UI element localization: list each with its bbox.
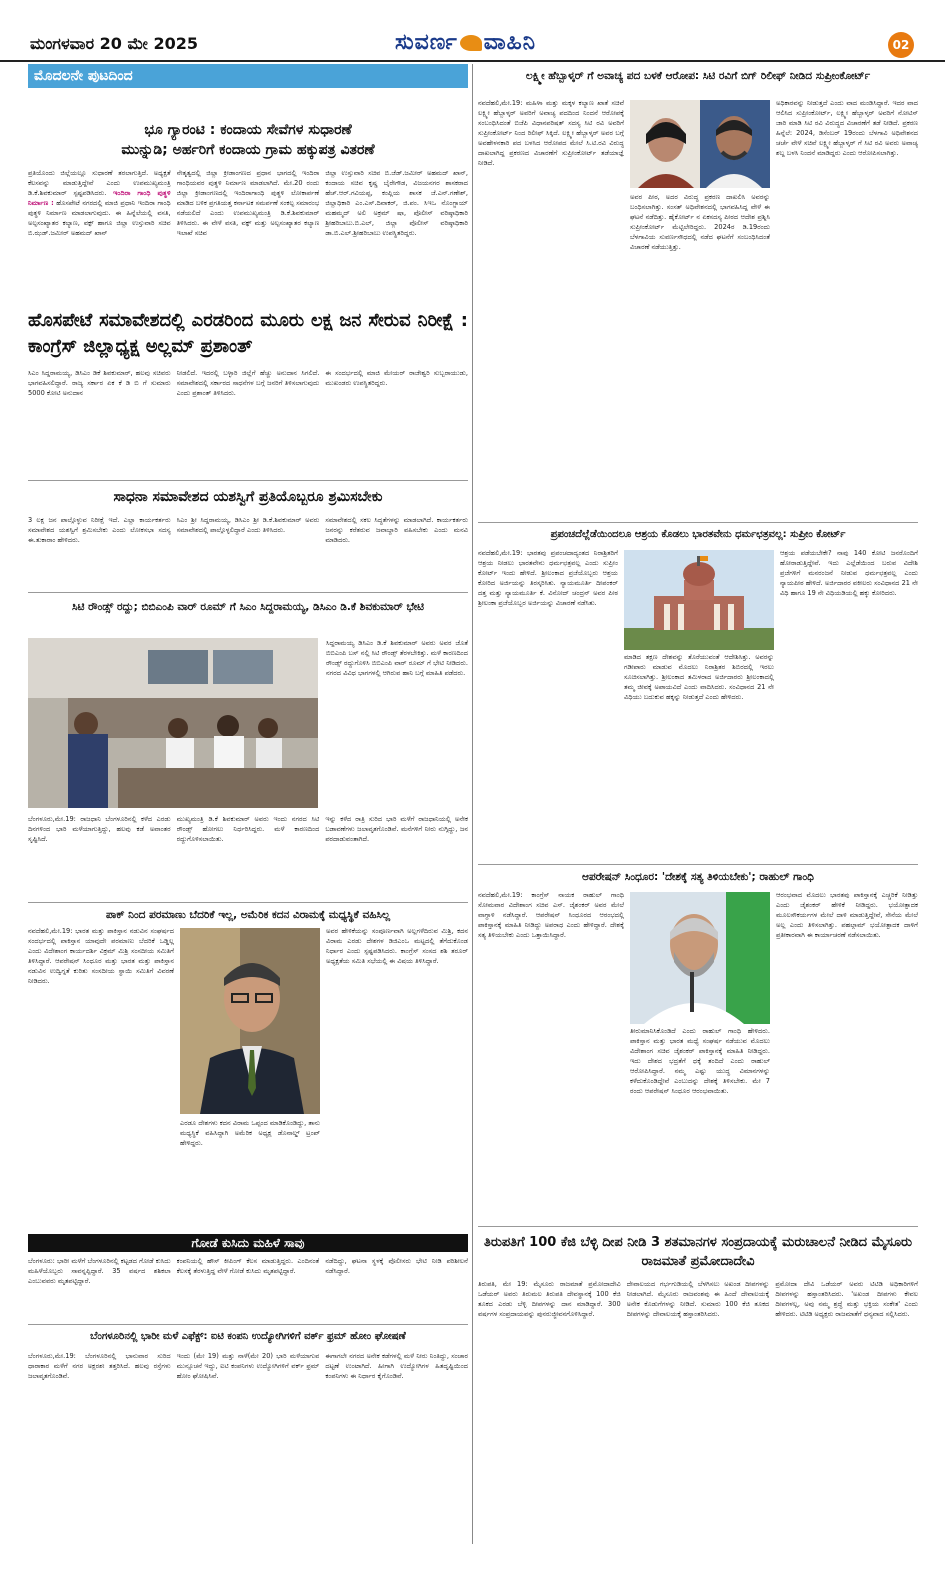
story-sadhana-rally	[28, 480, 468, 583]
story-text-col3: ಈಗಾಗಲೇ ನಗರದ ಅನೇಕ ಕಡೆಗಳಲ್ಲಿ ಮಳೆ ನೀರು ನಿಂತಿದ್ದು, ಸಂಚಾರ ದಟ್ಟಣೆ ಉಂಟಾಗಿದೆ. ಹೀಗಾಗಿ ಉದ್ಯೋಗಿಗಳ ಹಿತದೃಷ್ಟಿಯಿಂದ ಕಂಪನಿಗಳು ಈ ನಿರ್ಧಾರ ಕೈಗೊಂಡಿವೆ.	[325, 1352, 468, 1380]
left-column	[28, 64, 468, 1564]
story-text-col2: ಸಿಎಂ ಶ್ರೀ ಸಿದ್ದರಾಮಯ್ಯ, ಡಿಸಿಎಂ ಶ್ರೀ ಡಿ.ಕೆ.ಶಿವಕುಮಾರ್ ಅವರು ಸಮಾವೇಶದಲ್ಲಿ ಪಾಲ್ಗೊಳ್ಳಲಿದ್ದಾರೆ ಎಂದು ತಿಳಿಸಿದರು.	[176, 516, 320, 534]
story-text-col2: ಅವರ ಪೀಠ, ಅದರ ವಿರುದ್ಧ ಪ್ರಕರಣ ದಾಖಲಿಸಿ ಅವರನ್ನು ಬಂಧಿಸಲಾಗಿತ್ತು. ಸಂಸತ್ ಅಧಿವೇಶನದಲ್ಲಿ ಭಾಗವಹಿಸಿದ್ದ ವೇಳೆ ಈ ಘಟನೆ ನಡೆದಿತ್ತು. ಹೈಕೋರ್ಟ್ ನ ಏಕಸದಸ್ಯ ಪೀಠದ ಆದೇಶ ಪ್ರಶ್ನಿಸಿ ಸುಪ್ರೀಂಕೋರ್ಟ್ ಮೆಟ್ಟಿಲೇರಿದ್ದರು. 2024ರ ಡಿ.19ರಂದು ಬೆಳಗಾವಿಯ ಸುವರ್ಣಸೌಧದಲ್ಲಿ ನಡೆದ ಘಟನೆಗೆ ಸಂಬಂಧಿಸಿದಂತೆ ವಿಚಾರಣೆ ನಡೆಯುತ್ತಿತ್ತು.	[630, 193, 770, 251]
divider	[478, 522, 918, 523]
page-number-badge: 02	[888, 32, 914, 58]
story-subheadline: ಮುನ್ನುಡಿ; ಅರ್ಹರಿಗೆ ಕಂದಾಯ ಗ್ರಾಮ ಹಕ್ಕುಪತ್ರ ವಿತರಣೆ	[121, 142, 375, 158]
photo-caption: ಮಾಡಿದ ತಕ್ಷಣ ದೇಶವನ್ನು ತೊರೆಯುವಂತೆ ಆದೇಶಿಸಿತ್ತು.	[624, 653, 751, 661]
story-text: ಹೊಸಪೇಟೆ ನಗರದಲ್ಲಿ ಮಾಜಿ ಪ್ರಧಾನಿ ಇಂದಿರಾ ಗಾಂಧಿ ಪುತ್ಥಳಿ ನಿರ್ಮಾಣ ಮಾಡಲಾಗುವುದು. ಈ ಹಿನ್ನೆಲೆಯಲ್ಲಿ ವಸತಿ, ಅಲ್ಪಸಂಖ್ಯಾತರ ಕಲ್ಯಾಣ, ವಕ್ಫ್ ಹಾಗೂ ಜಿಲ್ಲಾ ಉಸ್ತುವಾರಿ ಸಚಿವ ಬಿ.ಝಡ್.ಜಮೀರ್ ಅಹಮದ್ ಖಾನ್	[28, 199, 171, 237]
story-text-col2: ಕಂಪನಿಯಲ್ಲಿ ಹೌಸ್ ಕೀಪಿಂಗ್ ಕೆಲಸ ಮಾಡುತ್ತಿದ್ದರು. ಎಂದಿನಂತೆ ಕೆಲಸಕ್ಕೆ ತೆರಳುತ್ತಿದ್ದ ವೇಳೆ ಗೋಡೆ ಕುಸಿದು ಮೃತಪಟ್ಟಿದ್ದಾರೆ.	[176, 1257, 320, 1275]
story-headline: ಭೂ ಗ್ಯಾರಂಟಿ : ಕಂದಾಯ ಸೇವೆಗಳ ಸುಧಾರಣೆ	[144, 122, 352, 138]
story-text-col2: ನೇತೃತ್ವದಲ್ಲಿ ಜಿಲ್ಲಾ ಕ್ರೀಡಾಂಗಣದ ಪ್ರಧಾನ ಭಾಗದಲ್ಲಿ ಇಂದಿರಾ ಗಾಂಧಿಯವರ ಪುತ್ಥಳಿ ನಿರ್ಮಾಣ ಮಾಡಲಾಗಿದೆ. ಮೇ.20 ರಂದು ಜಿಲ್ಲಾ ಕ್ರೀಡಾಂಗಣದಲ್ಲಿ ಇಂದಿರಾಗಾಂಧಿ ಪುತ್ಥಳಿ ಲೋಕಾರ್ಪಣೆ ಮಾಡಿದ ಬಳಿಕ ಪ್ರಗತಿಯತ್ತ ಕರ್ನಾಟಕ ಸಮರ್ಪಣೆ ಸಂಕಲ್ಪ ಸಮಾರಂಭ ನಡೆಯಲಿದೆ ಎಂದು ಉಪಮುಖ್ಯಮಂತ್ರಿ ಡಿ.ಕೆ.ಶಿವಕುಮಾರ್ ತಿಳಿಸಿದರು. ಈ ವೇಳೆ ವಸತಿ, ವಕ್ಫ್ ಮತ್ತು ಅಲ್ಪಸಂಖ್ಯಾತರ ಕಲ್ಯಾಣ ಇಲಾಖೆ ಸಚಿವ	[176, 169, 320, 237]
story-text-col1: ಸಿಎಂ ಸಿದ್ದರಾಮಯ್ಯ, ಡಿಸಿಎಂ ಡಿಕೆ ಶಿವಕುಮಾರ್, ಹಲವು ಸಚಿವರು ಭಾಗವಹಿಸಲಿದ್ದಾರೆ. ರಾಜ್ಯ ಸರ್ಕಾರ ಏಕ ಕೆ ಡಿ ಬಿ ಗೆ ಸುಮಾರು 5000 ಕೋಟಿ ಅನುದಾನ	[28, 369, 171, 397]
story-text-col3: ಜಿಲ್ಲಾ ಉಸ್ತುವಾರಿ ಸಚಿವ ಬಿ.ಜೆಡ್.ಜಮೀರ್ ಅಹಮದ್ ಖಾನ್, ಕಂದಾಯ ಸಚಿವ ಕೃಷ್ಣ ಬೈರೇಗೌಡ, ವಿಜಯನಗರ ಶಾಸಕರಾದ ಹೆಚ್.ಆರ್.ಗವಿಯಪ್ಪ, ಕಂಪ್ಲಿಯ ಶಾಸಕ ಜೆ.ಎನ್.ಗಣೇಶ್, ಜಿಲ್ಲಾಧಿಕಾರಿ ಎಂ.ಎಸ್.ದಿವಾಕರ್, ಜಿ.ಪಂ. ಸಿಇಒ ನೊಂಗ್ಜಾಯ್ ಮಹಮ್ಮದ್ ಅಲಿ ಅಕ್ರಮ್ ಷಾ, ಪೊಲೀಸ್ ವರಿಷ್ಠಾಧಿಕಾರಿ ಶ್ರೀಹರಿಬಾಬು.ಬಿ.ಎಲ್, ಜಿಲ್ಲಾ ಪೊಲೀಸ್ ವರಿಷ್ಠಾಧಿಕಾರಿ ಡಾ.ಬಿ.ಎಲ್.ಶ್ರೀಹರಿಬಾಬು ಉಪಸ್ಥಿತರಿದ್ದರು.	[325, 169, 468, 237]
story-headline: ಪ್ರಪಂಚದೆಲ್ಲೆಡೆಯಿಂದಲೂ ಆಶ್ರಯ ಕೊಡಲು ಭಾರತವೇನು ಧರ್ಮಛತ್ರವಲ್ಲ: ಸುಪ್ರೀಂ ಕೋರ್ಟ್	[550, 529, 846, 540]
story-text-col1: ನವದೆಹಲಿ,ಮೇ.19: ಭಾರತವು ಪ್ರಪಂಚದಾದ್ಯಂತದ ನಿರಾಶ್ರಿತರಿಗೆ ಆಶ್ರಯ ನೀಡಲು ಭಾರತವೇನು ಧರ್ಮಛತ್ರವಲ್ಲ ಎಂದು ಸುಪ್ರೀಂ ಕೋರ್ಟ್ ಇಂದು ಹೇಳಿದೆ. ಶ್ರೀಲಂಕಾದ ಪ್ರಜೆಯೊಬ್ಬರು ಆಶ್ರಯ ಕೋರಿದ ಅರ್ಜಿಯನ್ನು ತಿರಸ್ಕರಿಸಿತು. ನ್ಯಾಯಮೂರ್ತಿ ದೀಪಂಕರ್ ದತ್ತ ಮತ್ತು ನ್ಯಾಯಮೂರ್ತಿ ಕೆ. ವಿನೋದ್ ಚಂದ್ರನ್ ಅವರ ಪೀಠ ಶ್ರೀಲಂಕಾ ಪ್ರಜೆಯೊಬ್ಬರ ಅರ್ಜಿಯನ್ನು ವಿಚಾರಣೆ ನಡೆಸಿತು.	[478, 549, 618, 607]
story-tirupati-lamp	[478, 1226, 918, 1459]
story-text-col3: ಸಮಾವೇಶದಲ್ಲಿ ಸಕಲ ಸಿದ್ಧತೆಗಳನ್ನು ಮಾಡಲಾಗಿದೆ. ಕಾರ್ಯಕರ್ತರು ಜನರನ್ನು ಕರೆತರುವ ಜವಾಬ್ದಾರಿ ವಹಿಸಬೇಕು ಎಂದು ಮನವಿ ಮಾಡಿದರು.	[325, 516, 468, 544]
divider	[28, 592, 468, 593]
story-text-col1: ಬೆಂಗಳೂರು: ಭಾರೀ ಮಳೆಗೆ ಬೆಂಗಳೂರಿನಲ್ಲಿ ಕಟ್ಟಡದ ಗೋಡೆ ಕುಸಿದು ಮಹಿಳೆಯೊಬ್ಬರು ಸಾವನ್ನಪ್ಪಿದ್ದಾರೆ. 35 ವರ್ಷದ ಶಶಿಕಲಾ ಎಂಬುವವರು ಮೃತಪಟ್ಟಿದ್ದಾರೆ.	[28, 1257, 171, 1285]
story-supreme-court-refugee	[478, 522, 918, 543]
photo-caption: ತೀರುಮಾನಿಸಿಕೊಂಡಿದೆ ಎಂದು ರಾಹುಲ್ ಗಾಂಧಿ ಹೇಳಿದರು.	[630, 1027, 770, 1035]
newspaper-logo	[395, 30, 536, 55]
divider	[28, 902, 468, 903]
story-city-rounds	[28, 592, 468, 615]
supreme-court-photo	[624, 550, 774, 650]
story-text: ಪಾಕಿಸ್ತಾನ ಮತ್ತು ಭಾರತ ಮಧ್ಯೆ ಸಂಘರ್ಷ ನಡೆಯುವ ಮೊದಲು ವಿದೇಶಾಂಗ ಸಚಿವ ಜೈಶಂಕರ್ ಪಾಕಿಸ್ತಾನಕ್ಕೆ ಮಾಹಿತಿ ನೀಡಿದ್ದರು. ಇದು ದೇಶದ ಭದ್ರತೆಗೆ ಧಕ್ಕೆ ತಂದಿದೆ ಎಂದು ರಾಹುಲ್ ಆರೋಪಿಸಿದ್ದಾರೆ. ನಮ್ಮ ಎಷ್ಟು ಯುದ್ಧ ವಿಮಾನಗಳನ್ನು ಕಳೆದುಕೊಂಡಿದ್ದೇವೆ ಎಂಬುದನ್ನು ದೇಶಕ್ಕೆ ತಿಳಿಸಬೇಕು. ಮೇ 7 ರಂದು ಆಪರೇಷನ್ ಸಿಂಧೂರ ಆರಂಭವಾಯಿತು.	[630, 1037, 770, 1095]
story-text-col3: ಇನ್ನು ಕಳೆದ ರಾತ್ರಿ ಸುರಿದ ಭಾರಿ ಮಳೆಗೆ ರಾಜಧಾನಿಯಲ್ಲಿ ಅನೇಕ ಬಡಾವಣೆಗಳು ಜಲಾವೃತಗೊಂಡಿವೆ. ಮನೆಗಳಿಗೆ ನೀರು ನುಗ್ಗಿದ್ದು, ಜನ ಪರದಾಡುವಂತಾಗಿದೆ.	[325, 815, 468, 843]
story-text-col1: ನವದೆಹಲಿ,ಮೇ.19: ಕಾಂಗ್ರೆಸ್ ನಾಯಕ ರಾಹುಲ್ ಗಾಂಧಿ ಸೋಮವಾರ ವಿದೇಶಾಂಗ ಸಚಿವ ಎಸ್. ಜೈಶಂಕರ್ ಅವರ ಮೇಲೆ ವಾಗ್ದಾಳಿ ನಡೆಸಿದ್ದಾರೆ. ಆಪರೇಷನ್ ಸಿಂಧೂರದ ಆರಂಭದಲ್ಲಿ ಪಾಕಿಸ್ತಾನಕ್ಕೆ ಮಾಹಿತಿ ನೀಡಿದ್ದು ಅಪರಾಧ ಎಂದು ಹೇಳಿದ್ದಾರೆ. ದೇಶಕ್ಕೆ ಸತ್ಯ ತಿಳಿಯಬೇಕು ಎಂದು ಒತ್ತಾಯಿಸಿದ್ದಾರೆ.	[478, 891, 624, 939]
story-text-col1: 3 ಲಕ್ಷ ಜನ ಪಾಲ್ಗೊಳ್ಳುವ ನಿರೀಕ್ಷೆ ಇದೆ. ಎಲ್ಲಾ ಕಾರ್ಯಕರ್ತರು ಸಮಾವೇಶದ ಯಶಸ್ವಿಗೆ ಶ್ರಮಿಸಬೇಕು ಎಂದು ಲೋಕಸಭಾ ಸದಸ್ಯ ಈ.ತುಕಾರಾಂ ಹೇಳಿದರು.	[28, 516, 171, 544]
story-text-col1: ನವದೆಹಲಿ,ಮೇ.19: ಮಹಿಳಾ ಮತ್ತು ಮಕ್ಕಳ ಕಲ್ಯಾಣ ಖಾತೆ ಸಚಿವೆ ಲಕ್ಷ್ಮೀ ಹೆಬ್ಬಾಳ್ಕರ್ ಅವರಿಗೆ ಅವಾಚ್ಯ ಪದದಿಂದ ನಿಂದನೆ ಆರೋಪಕ್ಕೆ ಸಂಬಂಧಿಸಿದಂತೆ ಬಿಜೆಪಿ ವಿಧಾನಪರಿಷತ್ ಸದಸ್ಯ ಸಿಟಿ ರವಿ ಅವರಿಗೆ ಸುಪ್ರೀಂಕೋರ್ಟ್ ನಿಂದ ರಿಲೀಫ್ ಸಿಕ್ಕಿದೆ. ಲಕ್ಷ್ಮೀ ಹೆಬ್ಬಾಳ್ಕರ್ ಅವರ ಬಗ್ಗೆ ಅವಹೇಳನಕಾರಿ ಪದ ಬಳಸಿದ ಆರೋಪದ ಮೇಲೆ ಸಿ.ಟಿ.ರವಿ ವಿರುದ್ಧ ದಾಖಲಾಗಿದ್ದ ಪ್ರಕರಣದ ವಿಚಾರಣೆಗೆ ಸುಪ್ರೀಂಕೋರ್ಟ್ ತಡೆಯಾಜ್ಞೆ ನೀಡಿದೆ.	[478, 99, 624, 167]
story-headline: ಸಾಧನಾ ಸಮಾವೇಶದ ಯಶಸ್ವಿಗೆ ಪ್ರತಿಯೊಬ್ಬರೂ ಶ್ರಮಿಸಬೇಕು	[113, 489, 383, 505]
story-text-col2	[624, 652, 774, 848]
story-headline: ತಿರುಪತಿಗೆ 100 ಕೆಜಿ ಬೆಳ್ಳಿ ದೀಪ ನೀಡಿ 3 ಶತಮಾನಗಳ ಸಂಪ್ರದಾಯಕ್ಕೆ ಮರುಚಾಲನೆ ನೀಡಿದ ಮೈಸೂರು ರಾಜಮಾತೆ ಪ್ರಮೋದಾದೇವಿ	[483, 1235, 913, 1269]
story-wall-collapse	[28, 1234, 468, 1314]
story-text-col1: ಬೆಂಗಳೂರು,ಮೇ.19: ಬೆಂಗಳೂರಿನಲ್ಲಿ ಭಾನುವಾರ ಸುರಿದ ಧಾರಾಕಾರ ಮಳೆಗೆ ನಗರ ಅಕ್ಷರಶಃ ತತ್ತರಿಸಿದೆ. ಹಲವು ರಸ್ತೆಗಳು ಜಲಾವೃತಗೊಂಡಿವೆ.	[28, 1352, 171, 1380]
story-text-col1	[28, 168, 171, 254]
story-text-col1: ಬೆಂಗಳೂರು,ಮೇ.19: ರಾಜಧಾನಿ ಬೆಂಗಳೂರಿನಲ್ಲಿ ಕಳೆದ ಎರಡು ದಿನಗಳಿಂದ ಭಾರಿ ಮಳೆಯಾಗುತ್ತಿದ್ದು, ಹಲವು ಕಡೆ ಅವಾಂತರ ಸೃಷ್ಟಿಸಿದೆ.	[28, 815, 171, 843]
section-title: ಮೊದಲನೇ ಪುಟದಿಂದ	[28, 64, 468, 88]
inline-subhead: ಇಂದಿರಾ ಗಾಂಧಿ ಪುತ್ಥಳಿ ನಿರ್ಮಾಣ :	[28, 189, 171, 207]
issue-date: ಮಂಗಳವಾರ 20 ಮೇ 2025	[30, 34, 199, 53]
story-headline-band: ಗೋಡೆ ಕುಸಿದು ಮಹಿಳೆ ಸಾವು	[28, 1234, 468, 1252]
story-text-col1: ತಿರುಪತಿ, ಮೇ 19: ಮೈಸೂರು ರಾಜಮಾತೆ ಪ್ರಮೋದಾದೇವಿ ಒಡೆಯರ್ ಅವರು ತಿರುಮಲ ತಿರುಪತಿ ದೇವಸ್ಥಾನಕ್ಕೆ 100 ಕೆಜಿ ತೂಕದ ಎರಡು ಬೆಳ್ಳಿ ದೀಪಗಳನ್ನು ದಾನ ಮಾಡಿದ್ದಾರೆ. 300 ವರ್ಷಗಳ ಸಂಪ್ರದಾಯವನ್ನು ಪುನರುಜ್ಜೀವನಗೊಳಿಸಿದ್ದಾರೆ.	[478, 1280, 621, 1318]
story-hospet-rally	[28, 308, 468, 432]
photo-caption: ಎರಡೂ ದೇಶಗಳು ಕದನ ವಿರಾಮ ಒಪ್ಪಂದ ಮಾಡಿಕೊಂಡಿದ್ದು, ತಾನು ಮಧ್ಯಸ್ಥಿಕೆ ವಹಿಸಿದ್ದಾಗಿ ಅಮೆರಿಕ ಅಧ್ಯಕ್ಷ ಡೊನಾಲ್ಡ್ ಟ್ರಂಪ್ ಹೇಳಿದ್ದರು.	[180, 1119, 320, 1147]
story-text-col1: ನವದೆಹಲಿ,ಮೇ.19: ಭಾರತ ಮತ್ತು ಪಾಕಿಸ್ತಾನ ನಡುವಿನ ಸಂಘರ್ಷದ ಸಂದರ್ಭದಲ್ಲಿ ಪಾಕಿಸ್ತಾನ ಯಾವುದೇ ಪರಮಾಣು ಬೆದರಿಕೆ ಒಡ್ಡಿಲ್ಲ ಎಂದು ವಿದೇಶಾಂಗ ಕಾರ್ಯದರ್ಶಿ ವಿಕ್ರಮ್ ಮಿಶ್ರಿ ಸಂಸದೀಯ ಸಮಿತಿಗೆ ತಿಳಿಸಿದ್ದಾರೆ. ಆಪರೇಷನ್ ಸಿಂಧೂರ ಮತ್ತು ಭಾರತ ಮತ್ತು ಪಾಕಿಸ್ತಾನ ನಡುವಿನ ಉದ್ವಿಗ್ನತೆ ಕುರಿತು ಸಂಸದೀಯ ಸ್ಥಾಯಿ ಸಮಿತಿಗೆ ವಿವರಣೆ ನೀಡಿದರು.	[28, 927, 174, 985]
logo-text-part1: ಸುವರ್ಣ	[395, 30, 458, 55]
story-headline: ಬೆಂಗಳೂರಿನಲ್ಲಿ ಭಾರೀ ಮಳೆ ಎಫೆಕ್ಟ್: ಐಟಿ ಕಂಪನಿ ಉದ್ಯೋಗಿಗಳಿಗೆ ವರ್ಕ್ ಫ್ರಮ್ ಹೋಂ ಘೋಷಣೆ	[90, 1331, 406, 1342]
story-operation-sindoor	[478, 864, 918, 885]
right-column	[478, 64, 918, 1564]
divider	[28, 480, 468, 481]
story-work-from-home	[28, 1324, 468, 1481]
story-text-col2: ನೀಡಲಿದೆ. ಇದರಲ್ಲಿ ಬಳ್ಳಾರಿ ಜಿಲ್ಲೆಗೆ ಹೆಚ್ಚು ಅನುದಾನ ಸಿಗಲಿದೆ. ಸಮಾವೇಶದಲ್ಲಿ ಸರ್ಕಾರದ ಸಾಧನೆಗಳ ಬಗ್ಗೆ ಜನರಿಗೆ ತಿಳಿಸಲಾಗುವುದು ಎಂದು ಪ್ರಶಾಂತ್ ತಿಳಿಸಿದರು.	[176, 369, 320, 397]
politicians-photo	[630, 100, 770, 188]
story-sidebar-text: ಸಿದ್ದರಾಮಯ್ಯ ಡಿಸಿಎಂ ಡಿ.ಕೆ ಶಿವಕುಮಾರ್ ಅವರು ಅವರ ಜೊತೆ ಬಿಬಿಎಂಪಿ ಬಸ್ ನಲ್ಲಿ ಸಿಟಿ ರೌಂಡ್ಸ್ ತೆರಳಬೇಕಿತ್ತು. ಮಳೆ ಕಾರಣದಿಂದ ರೌಂಡ್ಸ್ ರದ್ದುಗೊಳಿಸಿ ಬಿಬಿಎಂಪಿ ವಾರ್ ರೂಮ್ ಗೆ ಭೇಟಿ ನೀಡಿದರು. ನಗರದ ವಿವಿಧ ಭಾಗಗಳಲ್ಲಿ ಆಗಿರುವ ಹಾನಿ ಬಗ್ಗೆ ಮಾಹಿತಿ ಪಡೆದರು.	[326, 639, 468, 677]
story-text-col2: ಮುಖ್ಯಮಂತ್ರಿ ಡಿ.ಕೆ ಶಿವಕುಮಾರ್ ಅವರು ಇಂದು ನಗರದ ಸಿಟಿ ರೌಂಡ್ಸ್ ಹೋಗಲು ನಿರ್ಧರಿಸಿದ್ದರು. ಮಳೆ ಕಾರಣದಿಂದ ರದ್ದುಗೊಳಿಸಲಾಯಿತು.	[176, 815, 320, 843]
story-text-col3: ಅವರ ಹೇಳಿಕೆಯನ್ನು ಸಂಪೂರ್ಣವಾಗಿ ಅಲ್ಲಗಳೆದಿರುವ ಮಿಶ್ರಿ, ಕದನ ವಿರಾಮ ಎರಡು ದೇಶಗಳ ಡಿಜಿಎಂಒ ಮಟ್ಟದಲ್ಲಿ ತೆಗೆದುಕೊಂಡ ನಿರ್ಧಾರ ಎಂದು ಸ್ಪಷ್ಟಪಡಿಸಿದರು. ಕಾಂಗ್ರೆಸ್ ಸಂಸದ ಶಶಿ ತರೂರ್ ಅಧ್ಯಕ್ಷತೆಯ ಸಮಿತಿ ಸಭೆಯಲ್ಲಿ ಈ ವಿಷಯ ತಿಳಿಸಿದ್ದಾರೆ.	[326, 927, 468, 965]
divider	[28, 1324, 468, 1325]
masthead	[0, 0, 945, 62]
flame-icon	[460, 35, 482, 51]
story-pak-nuclear	[28, 902, 468, 923]
story-text: ಅವರನ್ನು ಗಡೀಪಾರು ಮಾಡುವ ಮೊದಲು ನಿರಾಶ್ರಿತರ ಶಿಬಿರದಲ್ಲಿ ಇರಲು ಸೂಚಿಸಲಾಗಿತ್ತು. ಶ್ರೀಲಂಕಾದ ತಮಿಳರಾದ ಅರ್ಜಿದಾರರು ಶ್ರೀಲಂಕಾದಲ್ಲಿ ತಮ್ಮ ಜೀವಕ್ಕೆ ಅಪಾಯವಿದೆ ಎಂದು ವಾದಿಸಿದರು. ಸಂವಿಧಾನದ 21 ನೇ ವಿಧಿಯು ಬದುಕುವ ಹಕ್ಕನ್ನು ನೀಡುತ್ತದೆ ಎಂದು ಹೇಳಿದರು.	[624, 653, 774, 701]
story-headline: ಪಾಕ್ ನಿಂದ ಪರಮಾಣು ಬೆದರಿಕೆ ಇಲ್ಲ, ಅಮೆರಿಕ ಕದನ ವಿರಾಮಕ್ಕೆ ಮಧ್ಯಸ್ಥಿಕೆ ವಹಿಸಿಲ್ಲ	[105, 909, 391, 921]
story-headline: ಸಿಟಿ ರೌಂಡ್ಸ್ ರದ್ದು; ಬಿಬಿಎಂಪಿ ವಾರ್ ರೂಮ್ ಗೆ ಸಿಎಂ ಸಿದ್ದರಾಮಯ್ಯ, ಡಿಸಿಎಂ ಡಿ.ಕೆ ಶಿವಕುಮಾರ್ ಭೇಟಿ	[72, 601, 424, 613]
story-headline: ಹೊಸಪೇಟೆ ಸಮಾವೇಶದಲ್ಲಿ ಎರಡರಿಂದ ಮೂರು ಲಕ್ಷ ಜನ ಸೇರುವ ನಿರೀಕ್ಷೆ : ಕಾಂಗ್ರೆಸ್ ಜಿಲ್ಲಾಧ್ಯಕ್ಷ ಅಲ್ಲಮ್ ಪ್ರಶಾಂತ್	[28, 310, 468, 357]
story-text-col3: ಆಶ್ರಯ ಪಡೆಯಬೇಕೇ? ನಾವು 140 ಕೋಟಿ ಜನರೊಂದಿಗೆ ಹೋರಾಡುತ್ತಿದ್ದೇವೆ. ಇದು ಎಲ್ಲೆಡೆಯಿಂದ ಬರುವ ವಿದೇಶಿ ಪ್ರಜೆಗಳಿಗೆ ಮನರಂಜನೆ ನೀಡುವ ಧರ್ಮಛತ್ರವಲ್ಲ ಎಂದು ನ್ಯಾಯಪೀಠ ಹೇಳಿದೆ. ಅರ್ಜಿದಾರರ ವಕೀಲರು ಸಂವಿಧಾನದ 21 ನೇ ವಿಧಿ ಹಾಗೂ 19 ನೇ ವಿಧಿಯಡಿಯಲ್ಲಿ ಹಕ್ಕು ಕೋರಿದರು.	[780, 549, 918, 597]
story-text-col3: ಈ ಸಂದರ್ಭದಲ್ಲಿ ಮಾಜಿ ಮೇಯರ್ ರಾಜೇಶ್ವರಿ ಸುಬ್ಬರಾಯುಡು, ಮುಖಂಡರು ಉಪಸ್ಥಿತರಿದ್ದರು.	[325, 369, 468, 387]
story-text-col3: ನಡೆದಿದ್ದು, ಘಟನಾ ಸ್ಥಳಕ್ಕೆ ಪೊಲೀಸರು ಭೇಟಿ ನೀಡಿ ಪರಿಶೀಲನೆ ನಡೆಸಿದ್ದಾರೆ.	[325, 1257, 468, 1275]
divider	[478, 1226, 918, 1227]
divider	[478, 864, 918, 865]
story-text-col2: ಇಂದು (ಮೇ 19) ಮತ್ತು ನಾಳೆ(ಮೇ 20) ಭಾರಿ ಮಳೆಯಾಗುವ ಮುನ್ಸೂಚನೆ ಇದ್ದು, ಐಟಿ ಕಂಪನಿಗಳು ಉದ್ಯೋಗಿಗಳಿಗೆ ವರ್ಕ್ ಫ್ರಮ್ ಹೋಂ ಘೋಷಿಸಿವೆ.	[176, 1352, 320, 1380]
story-text-col2: ದೇವಾಲಯದ ಗರ್ಭಗುಡಿಯಲ್ಲಿ ಬೆಳಗಿಸಲು ಅಖಂಡ ದೀಪಗಳನ್ನು ನೀಡಲಾಗಿದೆ. ಮೈಸೂರು ರಾಜವಂಶವು ಈ ಹಿಂದೆ ದೇವಾಲಯಕ್ಕೆ ಅನೇಕ ಕೊಡುಗೆಗಳನ್ನು ನೀಡಿದೆ. ಸುಮಾರು 100 ಕೆಜಿ ತೂಕದ ದೀಪಗಳನ್ನು ದೇವಾಲಯಕ್ಕೆ ಹಸ್ತಾಂತರಿಸಿದರು.	[626, 1280, 770, 1318]
story-text-col3: ಆರಂಭವಾದ ಮೊದಲು ಭಾರತವು ಪಾಕಿಸ್ತಾನಕ್ಕೆ ಎಚ್ಚರಿಕೆ ನೀಡಿತ್ತು ಎಂದು ಜೈಶಂಕರ್ ಹೇಳಿಕೆ ನೀಡಿದ್ದರು. ಭಯೋತ್ಪಾದಕ ಮೂಲಸೌಕರ್ಯಗಳ ಮೇಲೆ ದಾಳಿ ಮಾಡುತ್ತಿದ್ದೇವೆ, ಸೇನೆಯ ಮೇಲೆ ಅಲ್ಲ ಎಂದು ತಿಳಿಸಲಾಗಿತ್ತು. ಪಹಲ್ಗಾಮ್ ಭಯೋತ್ಪಾದಕ ದಾಳಿಗೆ ಪ್ರತೀಕಾರವಾಗಿ ಈ ಕಾರ್ಯಾಚರಣೆ ನಡೆಸಲಾಯಿತು.	[776, 891, 918, 939]
warroom-photo	[28, 638, 318, 808]
logo-text-part2: ವಾಹಿನಿ	[483, 30, 537, 55]
story-text: ಪ್ರತಿಯೊಂದು ಜಿಲ್ಲೆಯಲ್ಲೂ ಸುಧಾರಣೆ ತರಲಾಗುತ್ತಿದೆ. ಅಧ್ಯಕ್ಷತೆ ಕೆಲಸವನ್ನು ಮಾಡುತ್ತಿದ್ದೇವೆ ಎಂದು ಉಪಮುಖ್ಯಮಂತ್ರಿ ಡಿ.ಕೆ.ಶಿವಕುಮಾರ್ ಸ್ಪಷ್ಟಪಡಿಸಿದರು.	[28, 169, 171, 197]
diplomat-photo	[180, 928, 320, 1114]
story-headline: ಲಕ್ಷ್ಮೀ ಹೆಬ್ಬಾಳ್ಕರ್ ಗೆ ಅವಾಚ್ಯ ಪದ ಬಳಕೆ ಆರೋಪ: ಸಿಟಿ ರವಿಗೆ ಬಿಗ್ ರಿಲೀಫ್ ನೀಡಿದ ಸುಪ್ರೀಂಕೋರ್ಟ್	[525, 70, 871, 82]
story-headline: ಆಪರೇಷನ್ ಸಿಂಧೂರ: 'ದೇಶಕ್ಕೆ ಸತ್ಯ ತಿಳಿಯಬೇಕು'; ರಾಹುಲ್ ಗಾಂಧಿ	[582, 871, 814, 883]
story-text-col3: ಪ್ರಮೋದಾ ದೇವಿ ಒಡೆಯರ್ ಅವರು ಟಿಟಿಡಿ ಅಧಿಕಾರಿಗಳಿಗೆ ದೀಪಗಳನ್ನು ಹಸ್ತಾಂತರಿಸಿದರು. 'ಅಖಂಡ ದೀಪಗಳು ಕೇವಲ ದೀಪಗಳಲ್ಲ, ಅವು ನಮ್ಮ ಶ್ರದ್ಧೆ ಮತ್ತು ಭಕ್ತಿಯ ಸಂಕೇತ' ಎಂದು ಹೇಳಿದರು. ಟಿಟಿಡಿ ಅಧ್ಯಕ್ಷರು ರಾಜಮಾತೆಗೆ ಧನ್ಯವಾದ ಸಲ್ಲಿಸಿದರು.	[775, 1280, 918, 1318]
story-text-col3: ಅಧಿಕಾರವನ್ನು ನೀಡುತ್ತದೆ ಎಂದು ವಾದ ಮಂಡಿಸಿದ್ದಾರೆ. ಇದರ ವಾದ ಆಲಿಸಿದ ಸುಪ್ರೀಂಕೋರ್ಟ್, ಲಕ್ಷ್ಮೀ ಹೆಬ್ಬಾಳ್ಕರ್ ಅವರಿಗೆ ನೋಟಿಸ್ ಜಾರಿ ಮಾಡಿ ಸಿಟಿ ರವಿ ವಿರುದ್ಧದ ವಿಚಾರಣೆಗೆ ತಡೆ ನೀಡಿದೆ. ಪ್ರಕರಣ ಹಿನ್ನೆಲೆ: 2024, ಡಿಸೆಂಬರ್ 19ರಂದು ಬೆಳಗಾವಿ ಅಧಿವೇಶನದ ಚರ್ಚೆ ವೇಳೆ ಸಚಿವೆ ಲಕ್ಷ್ಮೀ ಹೆಬ್ಬಾಳ್ಕರ್ ಗೆ ಸಿಟಿ ರವಿ ಅವರು ಅವಾಚ್ಯ ಶಬ್ದ ಬಳಸಿ ನಿಂದನೆ ಮಾಡಿದ್ದರು ಎಂದು ಆರೋಪಿಸಲಾಗಿತ್ತು.	[776, 99, 918, 157]
column-divider	[472, 64, 473, 1544]
story-text-col2	[630, 1026, 770, 1190]
rahul-gandhi-photo	[630, 892, 770, 1024]
story-land-guarantee	[28, 120, 468, 254]
